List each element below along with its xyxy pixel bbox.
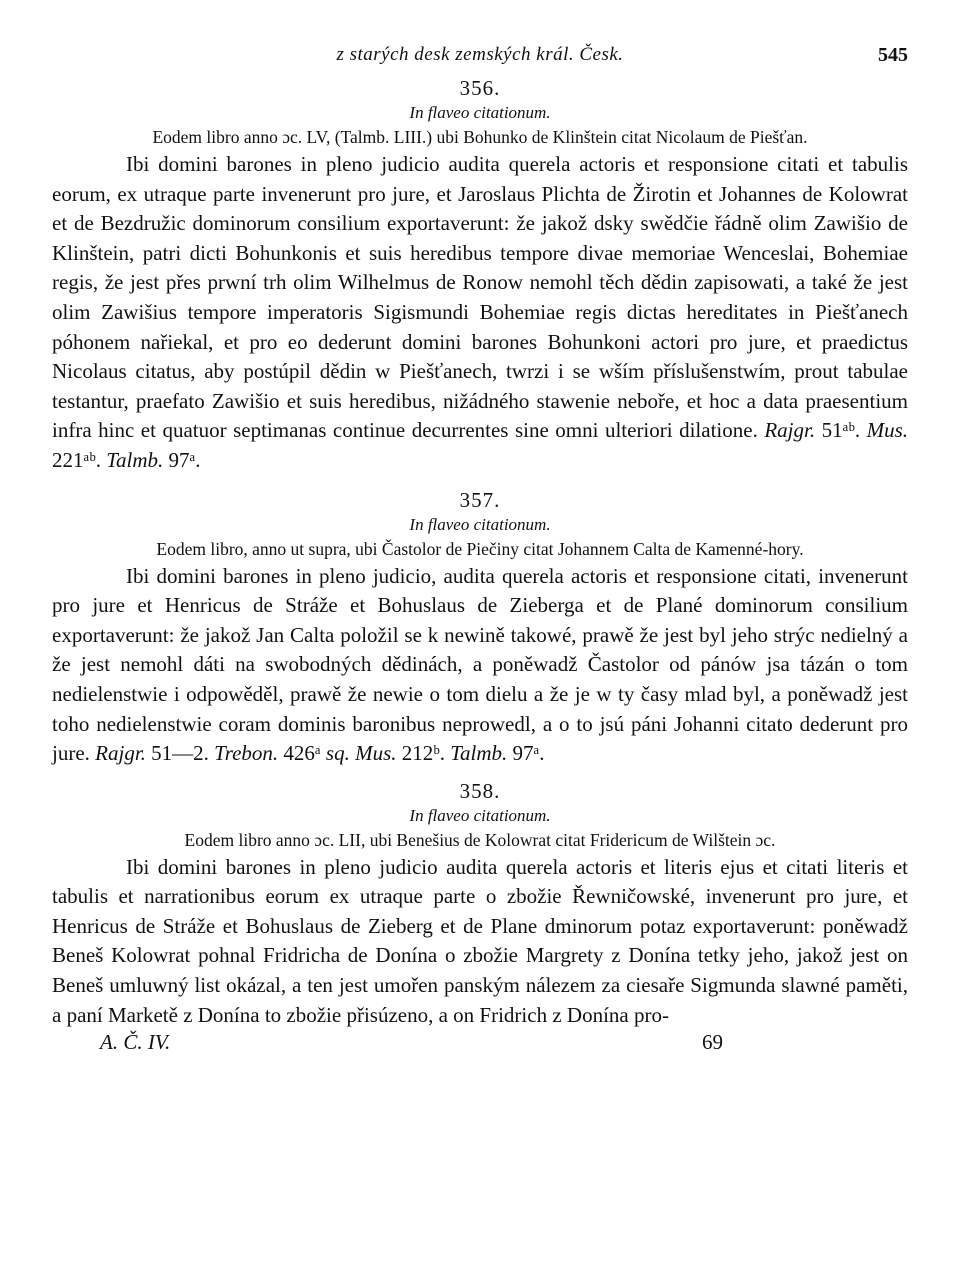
ref-value: 212ᵇ. (401, 741, 446, 766)
entry-number: 358. (459, 778, 501, 803)
ref-label: Trebon. (214, 741, 279, 766)
entry-source: In flaveo citationum. (409, 103, 551, 122)
entry-source: In flaveo citationum. (409, 805, 551, 825)
running-title: z starých desk zemských král. Česk. (336, 44, 624, 65)
ref-value: 51ᵃᵇ. (821, 418, 861, 443)
ref-value: 221ᵃᵇ. (52, 447, 101, 472)
page-footer (52, 1030, 908, 1058)
entry-heading: Eodem libro, anno ut supra, ubi Častolor de Piečiny citat Johannem Calta de Kamenné-hory. (156, 538, 804, 559)
ref-label: Rajgr. (764, 418, 816, 443)
entry-number: 357. (459, 487, 501, 512)
entry-body (52, 853, 908, 1031)
document-page (52, 44, 908, 1058)
ref-value: 51—2. (151, 741, 209, 766)
entry-358 (52, 779, 908, 1031)
entry-source: In flaveo citationum. (409, 514, 551, 534)
entry-body (52, 150, 908, 476)
entry-body-text: Ibi domini barones in pleno judicio audita querela actoris et literis ejus et citati literis et tabulis et narrationibus eorum ex utraque parte o zbožie Řewničowské, invenerunt pro jure, et Henricus de Stráže et Bohuslaus de Zieberg et de Plane dminorum potaz exportaverunt: poněwadž Beneš Kolowrat pohnal Fridricha de Donína o zbožie Margrety z Donína tetky jeho, jakož jest on Beneš umluwný list okázal, a ten jest umořen panským nálezem za ciesaře Sigmunda slawné paměti, a paní Marketě z Donína to zbožie přisúzeno, a on Fridrich z Donína pro- (52, 854, 908, 1027)
sheet-number: 69 (702, 1030, 723, 1055)
entry-heading: Eodem libro anno ɔc. LV, (Talmb. LIII.) ubi Bohunko de Klinštein citat Nicolaum de Piešťan. (152, 127, 808, 147)
ref-label: Talmb. (450, 741, 508, 766)
ref-label: Mus. (866, 418, 909, 443)
entry-356 (52, 76, 908, 476)
entry-357 (52, 488, 908, 769)
ref-value: 97ᵃ. (512, 741, 545, 766)
ref-label: Rajgr. (95, 741, 146, 766)
ref-label: sq. (325, 741, 350, 766)
running-head (52, 44, 908, 76)
entry-body-text: Ibi domini barones in pleno judicio, audita querela actoris et responsione citati, invenerunt pro jure et Henricus de Stráže et Bohuslaus de Zieberga et de Plané dominorum consilium exportaverunt: že jakož Jan Calta položil se k newině takowé, prawě že jest byl jeho strýc nedielný a že jest nemohl dáti na swobodných dědinách, a poněwadž Častolor od pánów jsa tázán o tom nedielenstwie i odpowěděl, prawě že newie o tom dielu a že je w ty časy mlad byl, a poněwadž jest toho nedielenstwie coram dominis baronibus neprowedl, a o to jsú páni Johanni citato dederunt pro jure. (52, 563, 908, 766)
ref-value: 426ᵃ (283, 741, 321, 766)
signature-mark: A. Č. IV. (100, 1030, 171, 1055)
entry-body-text: Ibi domini barones in pleno judicio audita querela actoris et responsione citati et tabulis eorum, ex utraque parte invenerunt pro jure, et Jaroslaus Plichta de Žirotin et Johannes de Kolowrat et de Bezdružic dominorum consilium exportaverunt: že jakož dsky swědčie řádně olim Zawišio de Klinštein, patri dicti Bohunkonis et suis heredibus tempore divae memoriae Wenceslai, Bohemiae regis, že jest přes prwní trh olim Wilhelmus de Ronow nemohl těch dědin zapisowati, a také že jest olim Zawišius tempore imperatoris Sigismundi Bohemiae regis dictas hereditates in Piešťanech póhonem nařiekal, et pro eo dederunt domini barones Bohunkoni actori pro jure, et praedictus Nicolaus citatus, aby postúpil dědin w Piešťanech, twrzi i se wším příslušenstwím, prout tabulae testantur, praefato Zawišio et suis heredibus, nižádného stawenie neboře, et hoc a data praesentium infra hinc et quatuor septimanas continue decurrentes sine omni ulteriori dilatione. (52, 152, 908, 443)
ref-label: Talmb. (106, 447, 164, 472)
ref-value: 97ᵃ. (168, 447, 201, 472)
entry-body (52, 562, 908, 769)
entry-number: 356. (459, 76, 501, 100)
ref-label: Mus. (355, 741, 397, 766)
entry-heading: Eodem libro anno ɔc. LII, ubi Benešius de Kolowrat citat Fridericum de Wilštein ɔc. (184, 829, 776, 850)
page-number: 545 (878, 44, 908, 66)
